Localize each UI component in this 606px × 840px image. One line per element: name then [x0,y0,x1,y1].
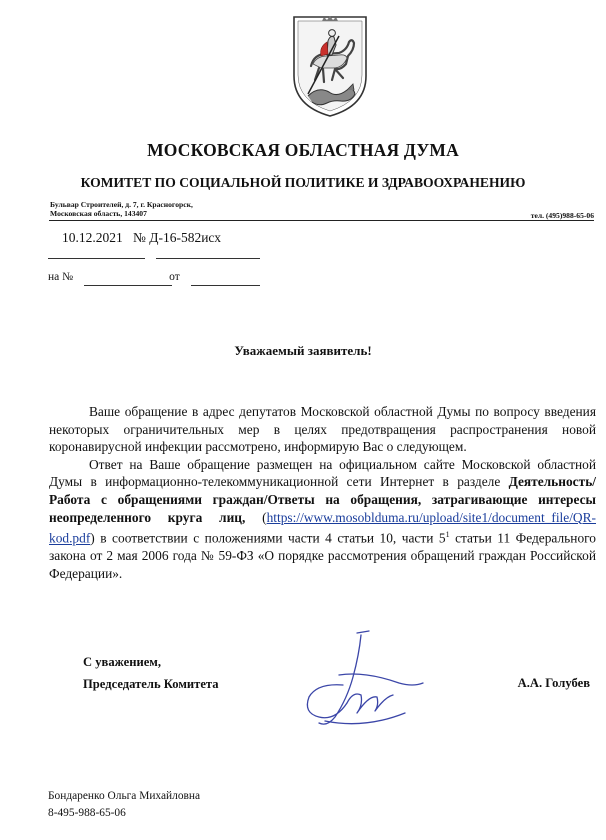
reply-date-underline [191,285,260,286]
executor-phone: 8-495-988-65-06 [48,806,126,819]
executor-name: Бондаренко Ольга Михайловна [48,790,201,802]
date-underline [48,258,145,259]
organization-title: МОСКОВСКАЯ ОБЛАСТНАЯ ДУМА [147,140,459,160]
paragraph-text: Ответ на Ваше обращение размещен на официальном сайте Московской областной Думы в информационно-телекоммуникационной сети Интернет в разделе [49,456,596,490]
paragraph-text: статьи 11 Федерального закона от 2 мая 2006 года № 59-ФЗ «О порядке рассмотрения обращений граждан Российской Федерации». [49,530,596,581]
body-paragraph: Ответ на Ваше обращение размещен на официальном сайте Московской областной Думы в информационно-телекоммуникационной сети Интернет в разделе Деятельность/Работа с обращениями граждан/Ответы на обращения, затрагивающие интересы неопределенного круга лиц, (https://www.mosobldumа.ru/upload/site1/document_file/QR-kod.pdf) в соответствии с положениями части 4 статьи 10, части $5^1$ статьи 11 Федерального закона от 2 мая 2006 года № 59-ФЗ «О порядке рассмотрения обращений граждан Российской Федерации». [49,456,596,581]
document-link[interactable]: https://www.mosobldumа.ru/upload/site1/document_file/QR-kod.pdf [49,509,596,546]
outgoing-number: № Д-16-582исх [133,230,221,245]
letter-body [49,403,596,582]
reply-number-underline [84,285,172,286]
address-line: Бульвар Строителей, д. 7, г. Красногорск, [50,200,193,209]
header-divider [49,220,594,221]
number-underline [156,258,260,259]
body-paragraph: Ваше обращение в адрес депутатов Московской областной Думы по вопросу введения некоторых ограничительных мер в целях предотвращения распространения новой коронавирусной инфекции рассмотрено, информирую Вас о следующем. [49,404,596,455]
outgoing-date: 10.12.2021 [62,230,123,245]
reply-reference [48,271,180,283]
handwritten-signature [295,625,435,733]
address-block [50,201,193,218]
salutation: Уважаемый заявитель! [234,343,372,358]
executor-block [48,788,200,821]
signature-block [83,651,219,695]
paragraph-text: ) в соответствии с положениями части 4 статьи 10, части 5 [90,530,446,546]
site-section-path: Деятельность/Работа с обращениями граждан/Ответы на обращения, затрагивающие интересы неопределенного круга лиц, [49,474,596,525]
signer-name: А.А. Голубев [517,676,590,690]
reply-to-label: на № [48,271,74,283]
coat-of-arms-emblem [291,14,369,118]
from-label: от [169,271,180,283]
committee-title: КОМИТЕТ ПО СОЦИАЛЬНОЙ ПОЛИТИКЕ И ЗДРАВООХРАНЕНИЮ [80,175,526,190]
header-phone: тел. (495)988-65-06 [530,211,594,220]
signer-position: Председатель Комитета [83,677,219,691]
address-line: Московская область, 143407 [50,208,147,218]
closing: С уважением, [83,655,162,669]
